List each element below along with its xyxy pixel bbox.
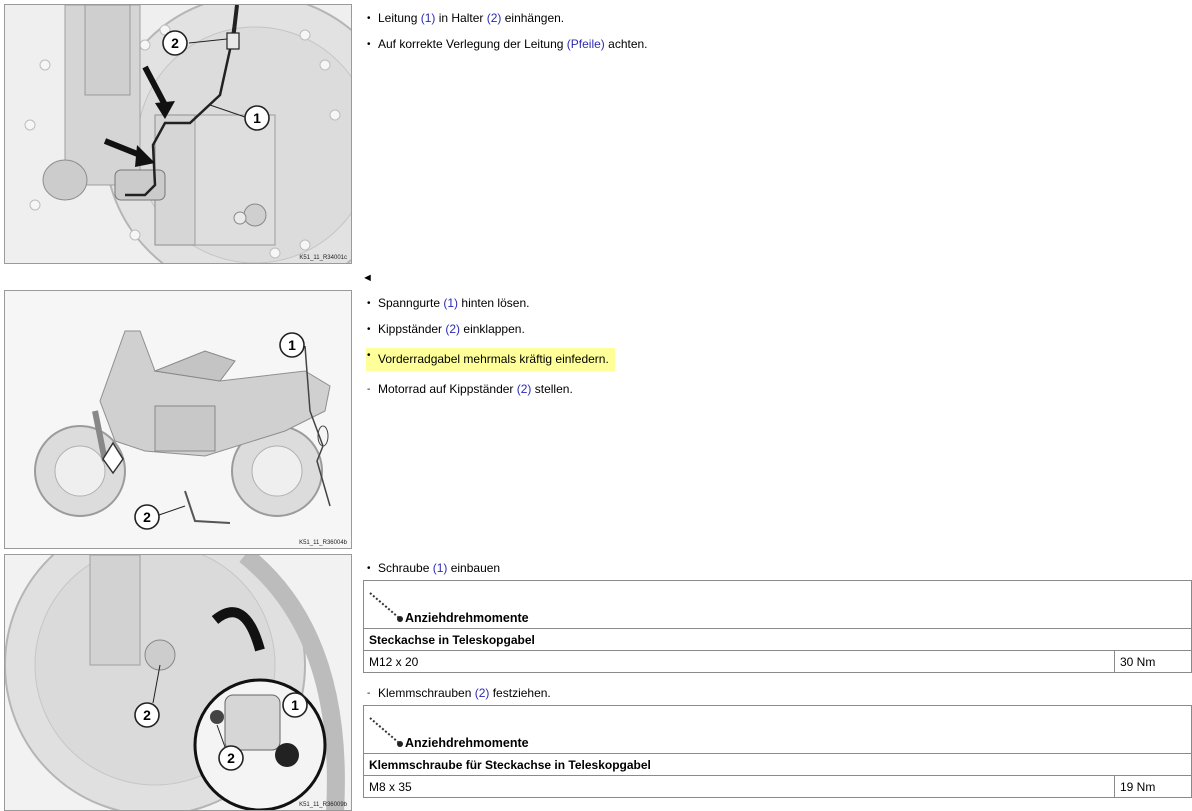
torque-heading-cell <box>364 706 1192 754</box>
step-text <box>378 322 525 336</box>
reference-link[interactable]: (1) <box>420 11 436 25</box>
callout-2-detail: 2 <box>227 750 235 766</box>
callout-2: 2 <box>171 35 179 51</box>
back-marker-icon[interactable]: ◄ <box>362 272 373 284</box>
reference-link[interactable]: (2) <box>516 382 532 396</box>
axle-illustration <box>5 555 351 811</box>
motorcycle-illustration <box>5 291 351 548</box>
step-text-part: festziehen. <box>489 686 551 700</box>
step-item <box>366 686 551 701</box>
reference-link[interactable]: (2) <box>486 11 502 25</box>
step-text-part: achten. <box>604 37 648 51</box>
wrench-icon <box>368 587 404 625</box>
bullet-icon: - <box>367 688 371 699</box>
step-text-part: Leitung <box>378 11 421 25</box>
figure-axle-screws <box>4 554 352 811</box>
step-text <box>378 686 551 700</box>
torque-title: Klemmschraube für Steckachse in Teleskopgabel <box>364 754 1192 776</box>
bullet-icon: • <box>367 350 371 361</box>
step-text-part: Kippständer <box>378 322 446 336</box>
figure-id-label: K51_11_R34001c <box>299 255 347 261</box>
torque-table-1 <box>363 580 1192 673</box>
reference-link[interactable]: (Pfeile) <box>566 37 605 51</box>
torque-heading-cell <box>364 581 1192 629</box>
torque-table-2 <box>363 705 1192 798</box>
reference-link[interactable]: (1) <box>432 561 448 575</box>
torque-heading: Anziehdrehmomente <box>405 736 529 750</box>
step-text <box>378 561 500 575</box>
steps-section-1 <box>366 11 648 63</box>
callout-2: 2 <box>143 707 151 723</box>
bullet-icon: - <box>367 384 371 395</box>
callout-1: 1 <box>288 337 296 353</box>
step-text-part: Motorrad auf Kippständer <box>378 382 517 396</box>
torque-value: 30 Nm <box>1115 651 1192 673</box>
step-item <box>366 11 648 26</box>
step-text-part: einklappen. <box>460 322 525 336</box>
step-item <box>366 561 500 576</box>
step-text <box>378 37 648 51</box>
step-text-part: in Halter <box>435 11 487 25</box>
figure-id-label: K51_11_R36009b <box>299 802 347 808</box>
step-text <box>378 11 564 25</box>
step-item <box>366 348 615 371</box>
figure-id-label: K51_11_R36004b <box>299 540 347 546</box>
steps-section-2 <box>366 296 615 408</box>
step-item <box>366 37 648 52</box>
step-text-part: hinten lösen. <box>458 296 530 310</box>
torque-heading: Anziehdrehmomente <box>405 611 529 625</box>
bullet-icon: • <box>367 39 371 50</box>
figure-motorcycle-strap <box>4 290 352 549</box>
callout-1: 1 <box>253 110 261 126</box>
torque-spec: M8 x 35 <box>364 776 1115 798</box>
torque-value: 19 Nm <box>1115 776 1192 798</box>
step-item <box>366 296 615 311</box>
callout-1: 1 <box>291 697 299 713</box>
step-text-part: stellen. <box>531 382 573 396</box>
step-text <box>378 382 573 396</box>
bullet-icon: • <box>367 563 371 574</box>
figure-brake-line-routing <box>4 4 352 264</box>
step-text <box>366 348 615 371</box>
bullet-icon: • <box>367 324 371 335</box>
wrench-icon <box>368 712 404 750</box>
step-text-part: Vorderradgabel mehrmals kräftig einfedern. <box>378 352 609 366</box>
step-text <box>378 296 529 310</box>
step-item <box>366 382 615 397</box>
step-text-part: Schraube <box>378 561 433 575</box>
brake-line-illustration <box>5 5 351 263</box>
step-text-part: Klemmschrauben <box>378 686 475 700</box>
callout-2: 2 <box>143 509 151 525</box>
reference-link[interactable]: (2) <box>445 322 461 336</box>
step-text-part: Spanngurte <box>378 296 444 310</box>
reference-link[interactable]: (2) <box>474 686 490 700</box>
bullet-icon: • <box>367 298 371 309</box>
reference-link[interactable]: (1) <box>443 296 459 310</box>
step-text-part: einhängen. <box>501 11 565 25</box>
bullet-icon: • <box>367 13 371 24</box>
step-item <box>366 322 615 337</box>
torque-title: Steckachse in Teleskopgabel <box>364 629 1192 651</box>
torque-spec: M12 x 20 <box>364 651 1115 673</box>
step-text-part: einbauen <box>447 561 501 575</box>
step-text-part: Auf korrekte Verlegung der Leitung <box>378 37 567 51</box>
